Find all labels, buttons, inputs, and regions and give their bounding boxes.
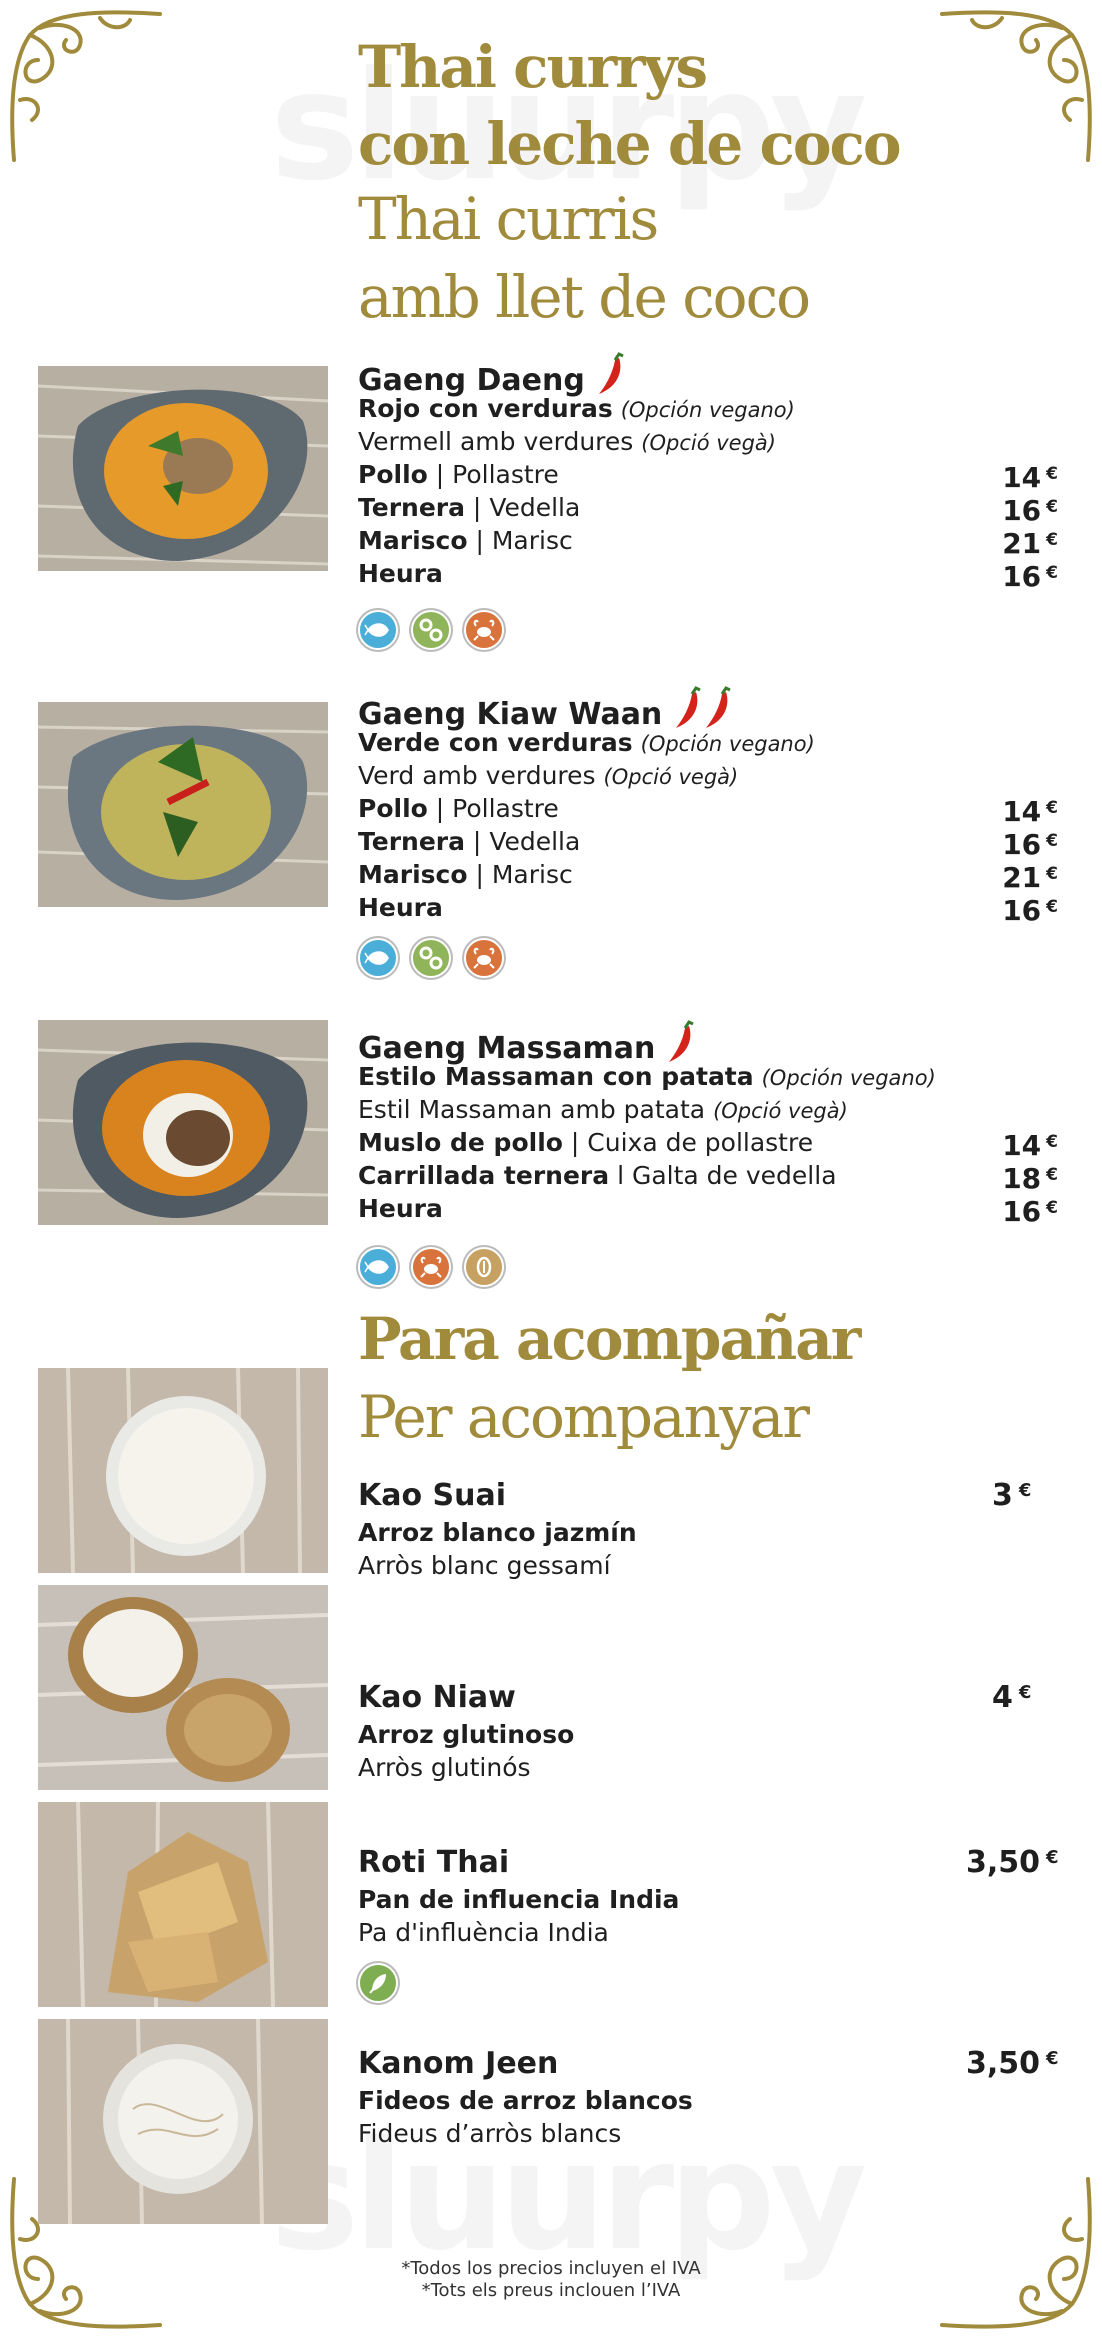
price: 14 €: [1002, 795, 1058, 828]
curry-photo-green: [38, 702, 328, 907]
price: 3 €: [992, 1478, 1032, 1513]
desc-ca: Arròs blanc gessamí: [358, 1551, 611, 1580]
curry-heading-es-line2: con leche de coco: [358, 110, 900, 178]
desc-ca: Pa d'influència India: [358, 1918, 609, 1947]
option-row: Heura 16 €: [358, 893, 1058, 927]
item-title: Gaeng Kiaw Waan: [358, 686, 1058, 726]
option-row: Ternera | Vedella 16 €: [358, 493, 1058, 527]
allergen-icons: [358, 938, 1058, 978]
desc-es: Arroz blanco jazmín: [358, 1518, 637, 1547]
price: 4 €: [992, 1680, 1032, 1715]
crab-icon: [464, 938, 504, 978]
desc-es: Fideos de arroz blancos: [358, 2086, 693, 2115]
desc-es: Estilo Massaman con patata: [358, 1062, 754, 1091]
desc-es: Rojo con verduras: [358, 394, 613, 423]
option-row: Carrillada ternera l Galta de vedella 18 €: [358, 1161, 1058, 1195]
side-photo-kao-niaw: [38, 1585, 328, 1790]
chili-icon: [593, 352, 627, 396]
sides-heading-ca: Per acompanyar: [358, 1383, 809, 1451]
item-title: Kanom Jeen: [358, 2046, 559, 2081]
chili-icon: [670, 686, 704, 730]
curry-item-gaeng-daeng: [358, 352, 1058, 650]
sausage-icon: [411, 610, 451, 650]
desc-ca-note: (Opció vegà): [713, 1099, 848, 1123]
curry-photo-massaman: [38, 1020, 328, 1225]
curry-item-gaeng-kiaw-waan: [358, 686, 1058, 978]
price: 16 €: [1002, 494, 1058, 527]
curry-heading-es-line1: Thai currys: [358, 33, 707, 101]
option-row: Heura 16 €: [358, 1194, 1058, 1228]
item-title: Kao Suai: [358, 1478, 507, 1513]
desc-ca: Fideus d’arròs blancs: [358, 2119, 622, 2148]
allergen-icons: [358, 610, 1058, 650]
side-item-kao-niaw: [358, 1678, 1058, 1784]
allergen-icons: [358, 1247, 1058, 1287]
desc-es-note: (Opción vegano): [761, 1066, 936, 1090]
curry-heading-ca-line1: Thai curris: [358, 185, 658, 253]
desc-es: Verde con verduras: [358, 728, 633, 757]
vat-note-ca: *Tots els preus inclouen l’IVA: [421, 2280, 681, 2301]
option-row: Pollo | Pollastre 14 €: [358, 460, 1058, 494]
ornament-bottom-right-icon: [932, 2169, 1102, 2339]
ornament-top-left-icon: [0, 0, 170, 170]
desc-ca: Vermell amb verdures: [358, 427, 634, 456]
vat-note: [0, 2258, 1102, 2302]
item-title: Roti Thai: [358, 1845, 510, 1880]
option-row: Marisco | Marisc 21 €: [358, 860, 1058, 894]
fish-icon: [358, 938, 398, 978]
ornament-top-right-icon: [932, 0, 1102, 170]
desc-ca-note: (Opció vegà): [603, 765, 739, 789]
sausage-icon: [411, 938, 451, 978]
option-row: Heura 16 €: [358, 559, 1058, 593]
price: 14 €: [1002, 1129, 1058, 1162]
option-row: Muslo de pollo | Cuixa de pollastre 14 €: [358, 1128, 1058, 1162]
item-title: Kao Niaw: [358, 1680, 516, 1715]
crab-icon: [411, 1247, 451, 1287]
nut-icon: [464, 1247, 504, 1287]
price: 16 €: [1002, 828, 1058, 861]
desc-ca: Estil Massaman amb patata: [358, 1095, 706, 1124]
option-row: Ternera | Vedella 16 €: [358, 827, 1058, 861]
vat-note-es: *Todos los precios incluyen el IVA: [401, 2258, 701, 2279]
desc-es: Pan de influencia India: [358, 1885, 680, 1914]
desc-es: Arroz glutinoso: [358, 1720, 575, 1749]
side-item-kanom-jeen: [358, 2044, 1058, 2150]
curry-item-gaeng-massaman: [358, 1020, 1058, 1287]
option-row: Pollo | Pollastre 14 €: [358, 794, 1058, 828]
price: 3,50 €: [966, 2046, 1059, 2081]
option-row: Marisco | Marisc 21 €: [358, 526, 1058, 560]
price: 21 €: [1002, 527, 1058, 560]
fish-icon: [358, 610, 398, 650]
sides-heading-es: Para acompañar: [358, 1305, 860, 1373]
price: 16 €: [1002, 894, 1058, 927]
side-photo-kao-suai: [38, 1368, 328, 1573]
wheat-icon: [358, 1963, 398, 2003]
side-item-kao-suai: [358, 1476, 1058, 1582]
chili-icon: [700, 686, 734, 730]
chili-icon: [663, 1020, 697, 1064]
price: 16 €: [1002, 1195, 1058, 1228]
desc-ca: Verd amb verdures: [358, 761, 596, 790]
desc-es-note: (Opción vegano): [640, 732, 815, 756]
item-title: Gaeng Massaman: [358, 1020, 1058, 1060]
side-photo-kanom-jeen: [38, 2019, 328, 2224]
side-item-roti-thai: [358, 1843, 1058, 2003]
price: 21 €: [1002, 861, 1058, 894]
curry-photo-red: [38, 366, 328, 571]
curry-heading-ca-line2: amb llet de coco: [358, 263, 810, 331]
price: 18 €: [1002, 1162, 1058, 1195]
desc-ca: Arròs glutinós: [358, 1753, 531, 1782]
price: 14 €: [1002, 461, 1058, 494]
side-photo-roti-thai: [38, 1802, 328, 2007]
fish-icon: [358, 1247, 398, 1287]
item-title: Gaeng Daeng: [358, 352, 1058, 392]
price: 16 €: [1002, 560, 1058, 593]
desc-es-note: (Opción vegano): [620, 398, 795, 422]
crab-icon: [464, 610, 504, 650]
allergen-icons: [358, 1963, 1058, 2003]
desc-ca-note: (Opció vegà): [641, 431, 776, 455]
price: 3,50 €: [966, 1845, 1059, 1880]
